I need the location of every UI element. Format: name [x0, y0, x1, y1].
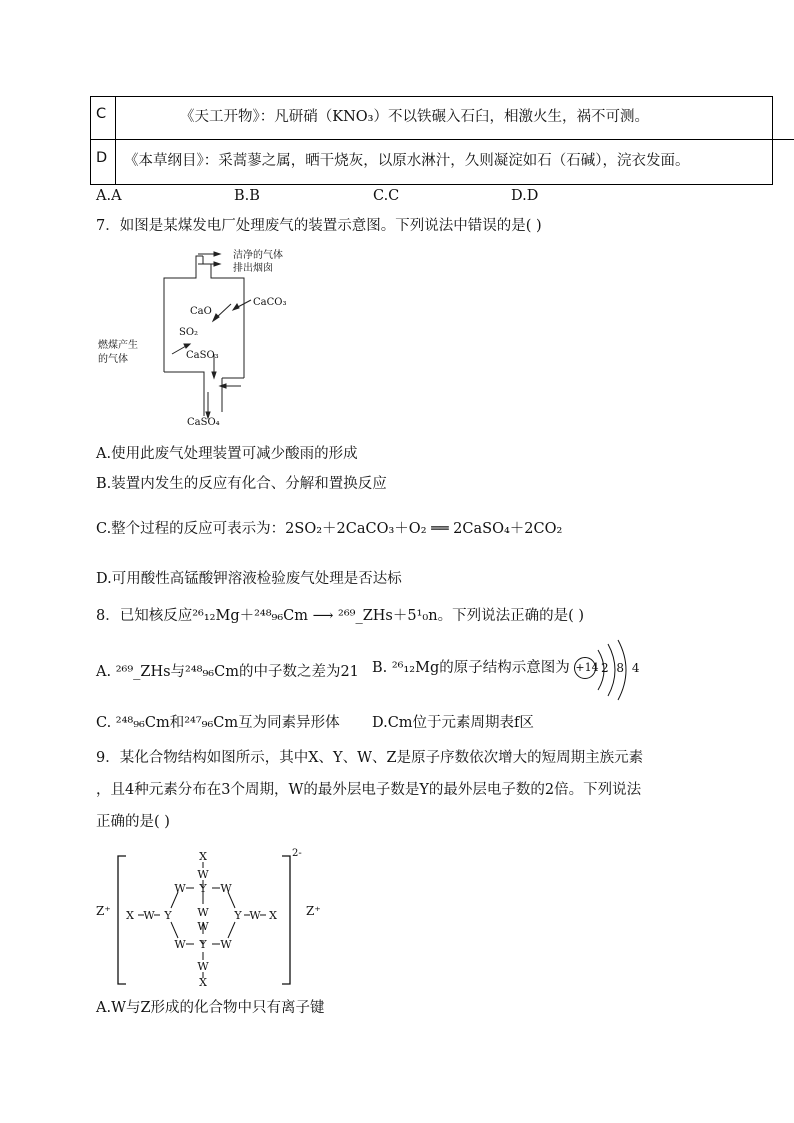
- q6-option-c: C.C: [373, 188, 400, 204]
- svg-text:W: W: [143, 909, 155, 922]
- svg-text:Y: Y: [234, 909, 242, 922]
- q8-option-d: D.Cm位于元素周期表f区: [372, 715, 534, 731]
- label-caso3: CaSO₃: [186, 350, 219, 361]
- row-label-c: C: [96, 106, 107, 122]
- q7-option-d: D.可用酸性高锰酸钾溶液检验废气处理是否达标: [96, 571, 402, 587]
- svg-text:W: W: [197, 920, 209, 933]
- q6-option-d: D.D: [511, 188, 539, 204]
- electron-shells: 2 8 4: [600, 661, 642, 675]
- label-to-chimney: 排出烟囱: [233, 263, 273, 274]
- label-so2: SO₂: [179, 327, 199, 338]
- row-content-c: 《天工开物》：凡研硝（KNO₃）不以铁碾入石臼，相激火生，祸不可测。: [180, 109, 649, 125]
- q9-structure-diagram: [96, 840, 336, 990]
- svg-text:W: W: [174, 882, 186, 895]
- anion-charge: 2-: [292, 848, 302, 859]
- row-content-d: 《本草纲目》：采蒿蓼之属，晒干烧灰，以原水淋汁，久则凝淀如石（石碱），浣衣发面。: [124, 153, 690, 169]
- svg-text:W: W: [249, 909, 261, 922]
- svg-text:Y: Y: [164, 909, 172, 922]
- svg-text:X: X: [199, 976, 207, 988]
- svg-text:W: W: [197, 868, 209, 881]
- cation-left: Z⁺: [96, 904, 111, 918]
- q7-option-b: B.装置内发生的反应有化合、分解和置换反应: [96, 476, 387, 492]
- q9-stem-line2: ，且4种元素分布在3个周期，W的最外层电子数是Y的最外层电子数的2倍。下列说法: [96, 782, 642, 798]
- structure-brackets: [116, 852, 292, 988]
- q9-stem-line3: 正确的是( ): [96, 814, 170, 830]
- q6-option-a: A.A: [96, 188, 122, 204]
- label-clean-gas: 洁净的气体: [233, 250, 283, 261]
- svg-text:W: W: [174, 938, 186, 951]
- label-coal-gas: 燃煤产生: [98, 340, 138, 351]
- q8-reaction: ²⁶₁₂Mg＋²⁴⁸₉₆Cm ⟶ ²⁶⁹_ZHs＋5¹₀n: [192, 608, 438, 624]
- svg-text:X: X: [199, 852, 207, 863]
- q8-option-c: C. ²⁴⁸₉₆Cm和²⁴⁷₉₆Cm互为同素异形体: [96, 715, 340, 731]
- q8-option-b-text: B. ²⁶₁₂Mg的原子结构示意图为: [372, 660, 570, 676]
- svg-text:X: X: [269, 909, 277, 922]
- row-label-d: D: [96, 150, 108, 166]
- nucleus-circle: +14: [574, 657, 596, 679]
- q8-stem-prefix: 8．已知核反应: [96, 608, 193, 624]
- q8-stem-suffix: 。下列说法正确的是( ): [437, 608, 585, 624]
- svg-text:W: W: [197, 960, 209, 973]
- label-caso4: CaSO₄: [187, 417, 220, 428]
- svg-text:W: W: [220, 938, 232, 951]
- cation-right: Z⁺: [306, 904, 321, 918]
- svg-text:Y: Y: [199, 882, 207, 895]
- svg-text:X: X: [126, 909, 134, 922]
- q8-stem: [96, 604, 584, 625]
- svg-text:W: W: [220, 882, 232, 895]
- q7-option-a: A.使用此废气处理装置可减少酸雨的形成: [96, 446, 358, 462]
- electron-shell-arcs: [592, 638, 632, 702]
- label-caco3: CaCO₃: [253, 297, 287, 308]
- q7-stem: 7．如图是某煤发电厂处理废气的装置示意图。下列说法中错误的是( ): [96, 218, 542, 234]
- q6-option-b: B.B: [234, 188, 260, 204]
- q8-option-a: A. ²⁶⁹_ZHs与²⁴⁸₉₆Cm的中子数之差为21: [96, 664, 359, 680]
- options-table: [90, 96, 794, 186]
- label-coal-gas-2: 的气体: [98, 354, 128, 365]
- svg-text:W: W: [197, 906, 209, 919]
- q9-stem-line1: 9．某化合物结构如图所示，其中X、Y、W、Z是原子序数依次增大的短周期主族元素: [96, 750, 644, 766]
- label-cao: CaO: [190, 306, 212, 317]
- q7-option-c: C.整个过程的反应可表示为：2SO₂＋2CaCO₃＋O₂ ══ 2CaSO₄＋2CO₂: [96, 521, 563, 537]
- svg-text:Y: Y: [199, 938, 207, 951]
- q9-option-a: A.W与Z形成的化合物中只有离子键: [96, 1000, 325, 1016]
